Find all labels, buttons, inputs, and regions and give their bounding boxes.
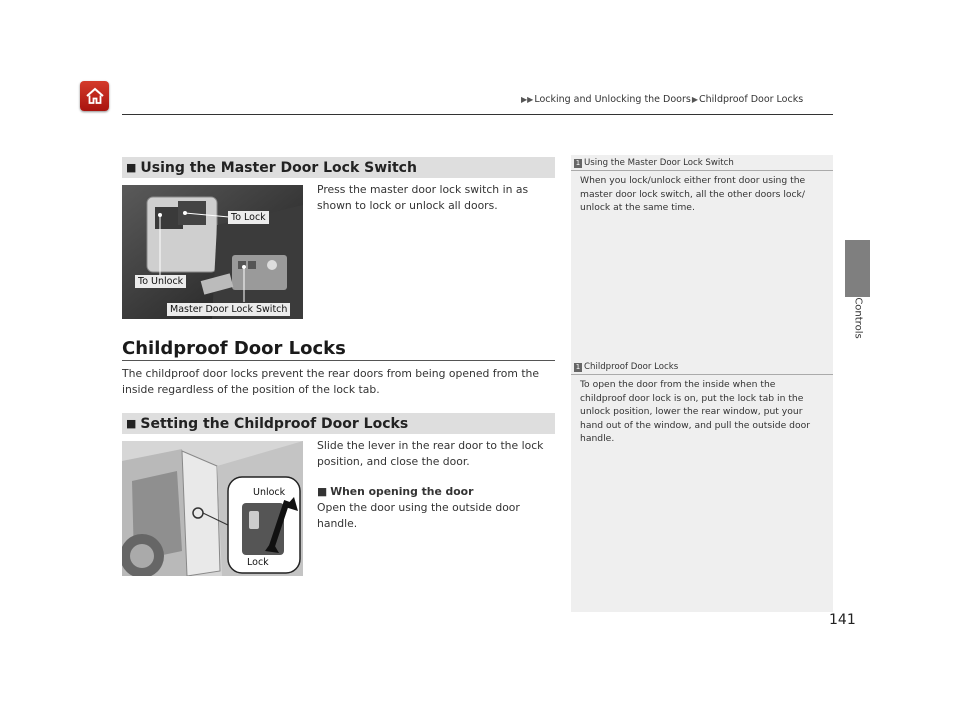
section-title: Using the Master Door Lock Switch [140,159,417,176]
note-rule [571,170,833,171]
page-number: 141 [829,612,856,628]
breadcrumb-item[interactable]: Childproof Door Locks [699,94,804,105]
note-title: Using the Master Door Lock Switch [584,158,734,168]
master-switch-illustration [122,185,303,319]
square-bullet-icon: ■ [126,417,137,430]
breadcrumb-arrow-icon: ▶▶ [521,95,534,104]
chapter-tab-label: Controls [852,297,864,339]
callout-to-unlock: To Unlock [135,275,186,288]
section-bar-setting-childproof [122,413,555,434]
chapter-tab[interactable] [845,240,870,297]
section-bar-master-switch [122,157,555,178]
callout-lock: Lock [244,556,272,569]
note-heading [574,158,734,168]
note-body: To open the door from the inside when the childproof door lock is on, put the lock tab in the unlock position, lower the rear window, put your hand out of the window, and pull the outside door handle. [580,379,810,444]
callout-master-switch: Master Door Lock Switch [167,303,290,316]
square-bullet-icon: ■ [126,161,137,174]
subheading-opening-door [317,484,473,500]
breadcrumb-arrow-icon: ▶ [691,95,699,104]
home-icon [85,87,105,105]
childproof-instructions: Slide the lever in the rear door to the lock position, and close the door. [317,439,544,468]
subheading-text: When opening the door [330,485,474,498]
home-button[interactable] [80,81,109,111]
page-title: Childproof Door Locks [122,338,346,359]
callout-unlock: Unlock [250,486,288,499]
title-rule [122,360,555,361]
note-marker-icon: 1 [575,158,581,167]
breadcrumb-item[interactable]: Locking and Unlocking the Doors [534,94,691,105]
header-rule [122,114,833,115]
childproof-intro: The childproof door locks prevent the rear doors from being opened from the inside regardless of the position of the lock tab. [122,367,540,396]
breadcrumb [520,94,803,105]
note-body: When you lock/unlock either front door using the master door lock switch, all the other doors lock/ unlock at the same time. [580,175,806,213]
section-title: Setting the Childproof Door Locks [140,415,409,432]
callout-to-lock: To Lock [228,211,269,224]
opening-door-text: Open the door using the outside door handle. [317,501,520,530]
note-marker-icon: 1 [575,362,581,371]
note-heading [574,362,678,372]
square-bullet-icon: ■ [317,485,328,498]
childproof-lock-illustration [122,441,303,576]
note-title: Childproof Door Locks [584,362,679,372]
note-rule [571,374,833,375]
master-switch-instructions: Press the master door lock switch in as shown to lock or unlock all doors. [317,183,529,212]
